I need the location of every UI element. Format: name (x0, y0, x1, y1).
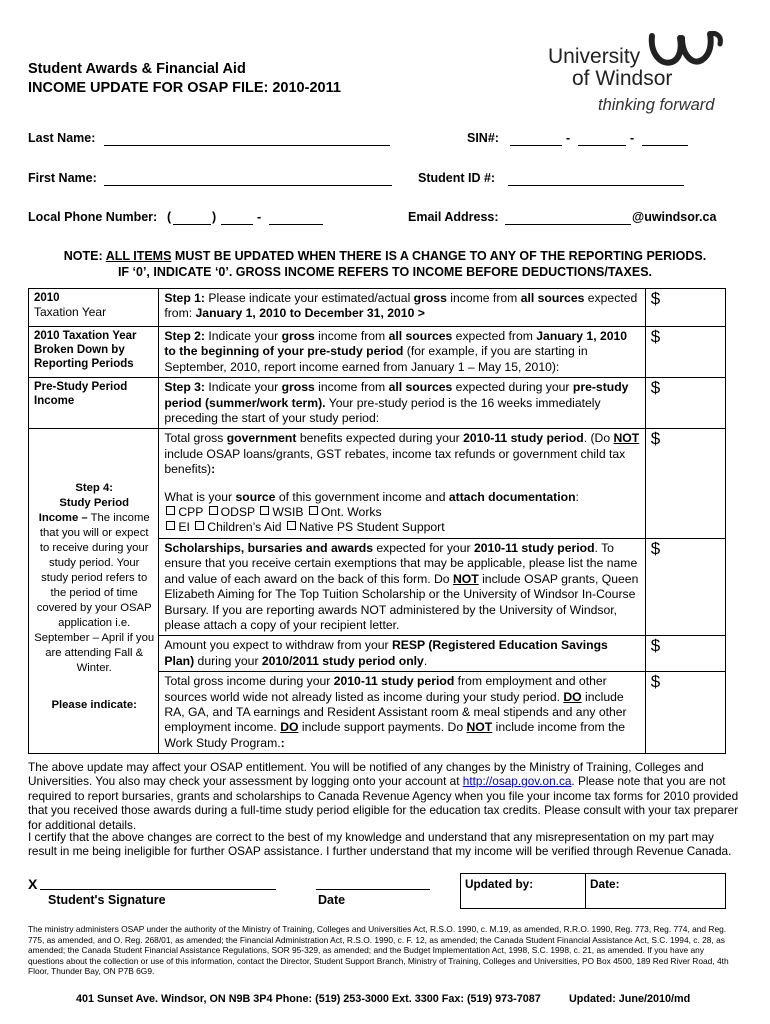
osap-link[interactable]: http://osap.gov.on.ca (462, 774, 572, 789)
phone-area-code-field[interactable] (173, 224, 211, 225)
signature-date-label: Date (318, 893, 346, 907)
phone-number-field[interactable] (269, 224, 323, 225)
last-name-field[interactable] (104, 145, 390, 146)
odsp-label: ODSP (220, 505, 255, 520)
table-row (29, 327, 726, 378)
step2-amount-field[interactable]: $ (645, 327, 725, 378)
phone-dash: - (257, 210, 262, 224)
ei-checkbox[interactable] (166, 521, 175, 530)
total-income-amount-field[interactable]: $ (645, 672, 725, 754)
phone-prefix-field[interactable] (221, 224, 253, 225)
wsib-label: WSIB (272, 505, 304, 520)
email-label: Email Address: (408, 210, 499, 224)
please-indicate: Please indicate: (51, 699, 137, 712)
sin-label: SIN#: (467, 131, 499, 145)
step1-text: Step 1: Please indicate your estimated/actual gross income from all sources expected from: January 1, 2010 to December 31, 2010 > (159, 289, 645, 327)
ei-label: EI (178, 520, 190, 535)
sin-field-part1[interactable] (510, 145, 562, 146)
step3-text: Step 3: Indicate your gross income from all sources expected during your pre-study period (summer/work term). Your pre-study period is the 16 weeks immediately preceding the start of your study period: (159, 378, 645, 429)
ontario-works-checkbox[interactable] (309, 506, 318, 515)
sin-separator: - (630, 131, 635, 145)
updated-by-box[interactable]: Updated by: (460, 873, 586, 909)
legal-fine-print: The ministry administers OSAP under the authority of the Ministry of Training, Colleges and Universities Act, R.S.O. 1990, c. M.19, as amended, R.R.O. 1990, Reg. 773, Reg. 774, and Reg. 775, as amended, and O. Reg. 268/01, as amended; the Financial Administration Act, R.S.O. 1990, c. F. 12, as amended; the Canada Student Financial Assistance Act, S.C. 1994, c. 28, as amended; the Canada Student Financial Assistance Regulations, SOR 95-329, as amended; and the Budget Implementation Act, 1998, S.C. 1998, c. 21, as amended. If you have any questions about the collection or use of this information, contact the Director, Student Support Branch, Ministry of Training, Colleges and Universities, PO Box 4500, 189 Red River Road, 4th Floor, Thunder Bay, ON P7B 6G9. (28, 924, 729, 977)
resp-text: Amount you expect to withdraw from your RESP (Registered Education Savings Plan) during your 2010/2011 study period only. (159, 636, 645, 672)
student-id-field[interactable] (508, 185, 684, 186)
scholarships-text: Scholarships, bursaries and awards expected for your 2010-11 study period. To ensure that you receive certain exemptions that may be applicable, please list the name and value of each award on the back of this form. Do NOT include OSAP grants, Queen Elizabeth Aiming for The Top Tuition Scholarship or the University of Windsor In-Course Bursary. If you are reporting awards NOT administered by the University of Windsor, please attach a copy of your recipient letter. (159, 538, 645, 635)
childrens-aid-label: Children’s Aid (207, 520, 282, 535)
email-domain: @uwindsor.ca (632, 210, 717, 224)
student-id-label: Student ID #: (418, 171, 496, 185)
certification-paragraph: I certify that the above changes are correct to the best of my knowledge and understand that any misrepresentation on my part may result in me being ineligible for further OSAP assistance. I further understand that my income will be verified through Revenue Canada. (28, 830, 732, 859)
first-name-label: First Name: (28, 171, 97, 185)
native-ps-label: Native PS Student Support (298, 520, 445, 535)
table-row (29, 378, 726, 429)
email-field[interactable] (505, 224, 631, 225)
first-name-field[interactable] (104, 185, 392, 186)
table-row (29, 429, 726, 538)
step1-amount-field[interactable]: $ (645, 289, 725, 327)
signature-field[interactable] (40, 889, 276, 890)
sin-field-part2[interactable] (578, 145, 626, 146)
native-ps-checkbox[interactable] (287, 521, 296, 530)
sin-field-part3[interactable] (642, 145, 688, 146)
office-title: Student Awards & Financial Aid (28, 61, 246, 77)
note-line-2: IF ‘0’, INDICATE ‘0’. GROSS INCOME REFERS TO INCOME BEFORE DEDUCTIONS/TAXES. (117, 265, 653, 279)
government-amount-field[interactable]: $ (645, 429, 725, 538)
odsp-checkbox[interactable] (209, 506, 218, 515)
signature-date-field[interactable] (316, 889, 430, 890)
osap-notice-paragraph: The above update may affect your OSAP entitlement. You will be notified of any changes by the Ministry of Training, Colleges and Universities. You also may check your assessment by logging onto your account at http://osap.gov.on.ca. Please note that you are not required to report bursaries, grants and scholarships to Canada Revenue Agency when you file your income tax forms for 2010 provided that you received those awards during a full-time study period eligible for the education tax credits. Please consult with your tax preparer for additional details. (28, 760, 739, 832)
resp-amount-field[interactable]: $ (645, 636, 725, 672)
government-benefits-text: Total gross government benefits expected during your 2010-11 study period. (Do NOT include OSAP loans/grants, GST rebates, income tax refunds or government child tax benefits): What is your source of this government income and attach documentation: CPP ODSP WSIB Ont. Works EI Children’s Aid Native PS Student Support (159, 429, 645, 538)
phone-area-close: ) (212, 210, 217, 224)
total-income-text: Total gross income during your 2010-11 study period from employment and other sources world wide not already listed as income during your study period. DO include RA, GA, and TA earnings and Resident Assistant room & meal stipends and any other employment income. DO include support payments. Do NOT include income from the Work Study Program.: (159, 672, 645, 754)
last-name-label: Last Name: (28, 131, 96, 145)
ontario-works-label: Ont. Works (320, 505, 382, 520)
step4-label-cell: Step 4: Study Period Income – The income that you will or expect to receive during your study period. Your study period refers to the period of time covered by your OSAP application i.e. September – April if you are attending Fall & Winter. Please indicate: (29, 429, 159, 754)
scholarships-amount-field[interactable]: $ (645, 538, 725, 635)
logo-university-text: University (548, 45, 641, 68)
sin-separator: - (566, 131, 571, 145)
office-date-box[interactable]: Date: (585, 873, 726, 909)
step2-text: Step 2: Indicate your gross income from all sources expected from January 1, 2010 to the beginning of your pre-study period (for example, if you are starting in September, 2010, report income earned from January 1 – May 15, 2010): (159, 327, 645, 378)
childrens-aid-checkbox[interactable] (195, 521, 204, 530)
table-row (29, 289, 726, 327)
phone-label: Local Phone Number: (28, 210, 158, 224)
row-label-taxation-year: 2010 Taxation Year (29, 289, 159, 327)
university-logo (548, 26, 728, 116)
logo-tagline: thinking forward (598, 96, 715, 114)
row-label-pre-study: Pre-Study Period Income (29, 378, 159, 429)
row-label-broken-down: 2010 Taxation Year Broken Down by Reporting Periods (29, 327, 159, 378)
step3-amount-field[interactable]: $ (645, 378, 725, 429)
phone-area-open: ( (167, 210, 172, 224)
cpp-label: CPP (178, 505, 204, 520)
cpp-checkbox[interactable] (166, 506, 175, 515)
logo-windsor-text: of Windsor (572, 67, 673, 90)
footer-updated: Updated: June/2010/md (569, 993, 691, 1005)
note-line-1: NOTE: ALL ITEMS MUST BE UPDATED WHEN THERE IS A CHANGE TO ANY OF THE REPORTING PERIODS. (63, 249, 707, 263)
wsib-checkbox[interactable] (260, 506, 269, 515)
signature-label: Student's Signature (48, 893, 166, 907)
footer-address: 401 Sunset Ave. Windsor, ON N9B 3P4 Phone: (519) 253-3000 Ext. 3300 Fax: (519) 973-7087 (76, 993, 541, 1005)
income-table (28, 288, 726, 754)
form-title: INCOME UPDATE FOR OSAP FILE: 2010-2011 (28, 80, 341, 96)
signature-x-mark: X (28, 876, 38, 892)
